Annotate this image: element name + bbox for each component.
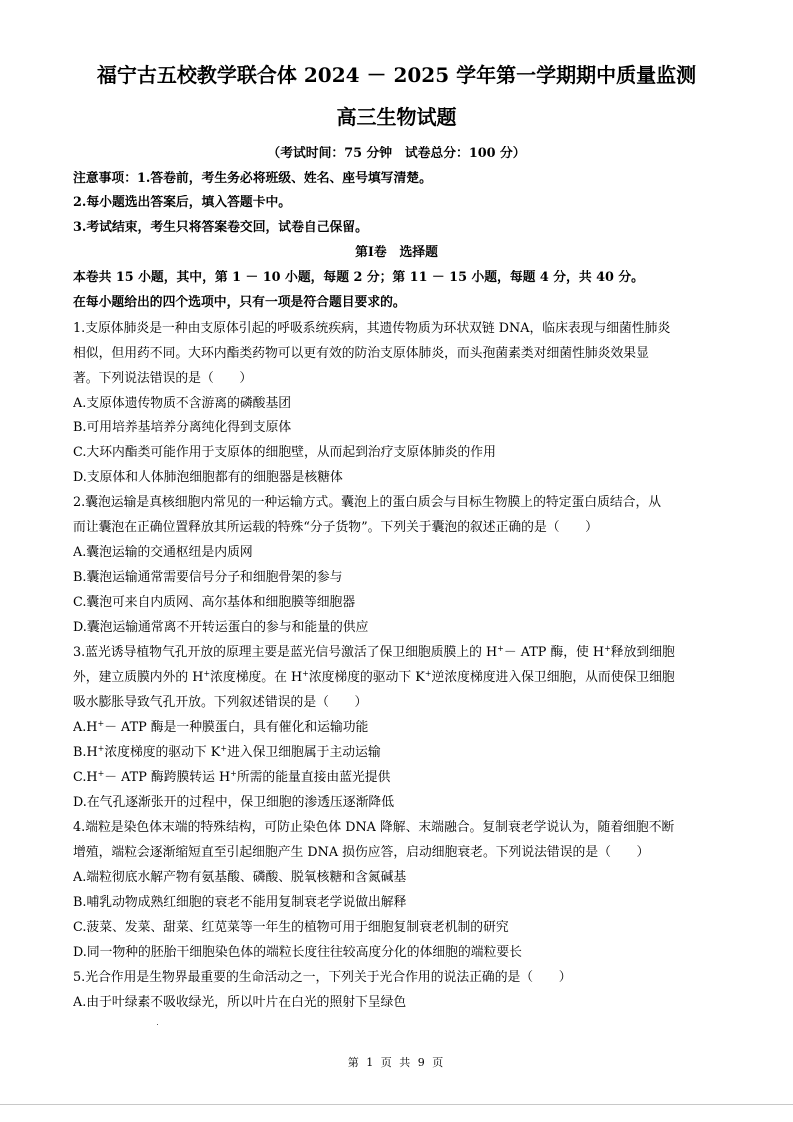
q5-option-a: A.由于叶绿素不吸收绿光，所以叶片在白光的照射下呈绿色 (73, 995, 407, 1010)
q4-option-a: A.端粒彻底水解产物有氨基酸、磷酸、脱氧核糖和含氮碱基 (73, 870, 407, 885)
q3-option-c: C.H+－ ATP 酶跨膜转运 H+所需的能量直接由蓝光提供 (73, 770, 391, 785)
superscript-plus: + (97, 720, 105, 728)
superscript-plus: + (424, 670, 432, 678)
q2-stem-line-1: 2.囊泡运输是真核细胞内常见的一种运输方式。囊泡上的蛋白质会与目标生物膜上的特定蛋白质结合，从 (73, 495, 662, 510)
q1-stem-line-1: 1.支原体肺炎是一种由支原体引起的呼吸系统疾病，其遗传物质为环状双链 DNA，临床表现与细菌性肺炎 (73, 321, 671, 336)
q1-option-d: D.支原体和人体肺泡细胞都有的细胞器是核糖体 (73, 470, 343, 485)
notice-2: 2.每小题选出答案后，填入答题卡中。 (73, 195, 292, 210)
page-bottom-rule (0, 1104, 793, 1105)
q2-option-c: C.囊泡可来自内质网、高尔基体和细胞膜等细胞器 (73, 595, 356, 610)
notice-3: 3.考试结束，考生只将答案卷交回，试卷自己保留。 (73, 220, 368, 235)
q1-stem-line-3: 著。下列说法错误的是（ ） (73, 371, 253, 386)
superscript-plus: + (97, 745, 105, 753)
notice-1: 注意事项：1.答卷前，考生务必将班级、姓名、座号填写清楚。 (73, 171, 432, 186)
page-footer: 第 1 页 共 9 页 (347, 1056, 446, 1069)
superscript-plus: + (497, 645, 504, 653)
q1-option-a: A.支原体遗传物质不含游离的磷酸基团 (73, 396, 292, 411)
q5-stem-line-1: 5.光合作用是生物界最重要的生命活动之一，下列关于光合作用的说法正确的是（ ） (73, 970, 572, 985)
superscript-plus: + (97, 770, 105, 778)
q4-option-c: C.菠菜、发菜、甜菜、红苋菜等一年生的植物可用于细胞复制衰老机制的研究 (73, 920, 509, 935)
q2-stem-line-2: 而让囊泡在正确位置释放其所运载的特殊“分子货物”。下列关于囊泡的叙述正确的是（ ） (73, 520, 598, 535)
q1-option-b: B.可用培养基培养分离纯化得到支原体 (73, 420, 292, 435)
stray-dot (157, 1024, 158, 1025)
exam-subtitle: 高三生物试题 (336, 105, 457, 129)
superscript-plus: + (302, 670, 309, 678)
q1-stem-line-2: 相似，但用药不同。大环内酯类药物可以更有效的防治支原体肺炎，而头孢菌素类对细菌性肺炎效果显 (73, 346, 649, 361)
q2-option-a: A.囊泡运输的交通枢纽是内质网 (73, 545, 253, 560)
q1-option-c: C.大环内酯类可能作用于支原体的细胞壁，从而起到治疗支原体肺炎的作用 (73, 445, 496, 460)
q3-option-d: D.在气孔逐渐张开的过程中，保卫细胞的渗透压逐渐降低 (73, 795, 394, 810)
q3-stem-line-1: 3.蓝光诱导植物气孔开放的原理主要是蓝光信号激活了保卫细胞质膜上的 H+－ ATP 酶，使 H+释放到细胞 (73, 645, 675, 660)
superscript-plus: + (220, 745, 228, 753)
q4-stem-line-1: 4.端粒是染色体末端的特殊结构，可防止染色体 DNA 降解、末端融合。复制衰老学说认为，随着细胞不断 (73, 820, 675, 835)
superscript-plus: + (230, 770, 237, 778)
q3-option-b: B.H+浓度梯度的驱动下 K+进入保卫细胞属于主动运输 (73, 745, 381, 760)
section-intro-2: 在每小题给出的四个选项中，只有一项是符合题目要求的。 (73, 295, 406, 310)
section-intro-1: 本卷共 15 小题，其中，第 1 － 10 小题，每题 2 分；第 11 － 15 小题，每题 4 分，共 40 分。 (73, 270, 644, 285)
q2-option-d: D.囊泡运输通常离不开转运蛋白的参与和能量的供应 (73, 620, 369, 635)
exam-title: 福宁古五校教学联合体 2024 － 2025 学年第一学期期中质量监测 (96, 63, 697, 87)
q4-option-b: B.哺乳动物成熟红细胞的衰老不能用复制衰老学说做出解释 (73, 895, 407, 910)
q3-stem-line-3: 吸水膨胀导致气孔开放。下列叙述错误的是（ ） (73, 695, 368, 710)
exam-info: （考试时间：75 分钟 试卷总分：100 分） (267, 146, 526, 161)
q3-option-a: A.H+－ ATP 酶是一种膜蛋白，具有催化和运输功能 (73, 720, 369, 735)
section-heading: 第Ⅰ卷 选择题 (355, 245, 438, 260)
q4-option-d: D.同一物种的胚胎干细胞染色体的端粒长度往往较高度分化的体细胞的端粒要长 (73, 945, 522, 960)
q4-stem-line-2: 增殖，端粒会逐渐缩短直至引起细胞产生 DNA 损伤应答，启动细胞衰老。下列说法错误的是（ ） (73, 845, 650, 860)
q3-stem-line-2: 外，建立质膜内外的 H+浓度梯度。在 H+浓度梯度的驱动下 K+逆浓度梯度进入保卫细胞，从而使保卫细胞 (73, 670, 675, 685)
q2-option-b: B.囊泡运输通常需要信号分子和细胞骨架的参与 (73, 570, 343, 585)
superscript-plus: + (203, 670, 211, 678)
superscript-plus: + (604, 645, 611, 653)
